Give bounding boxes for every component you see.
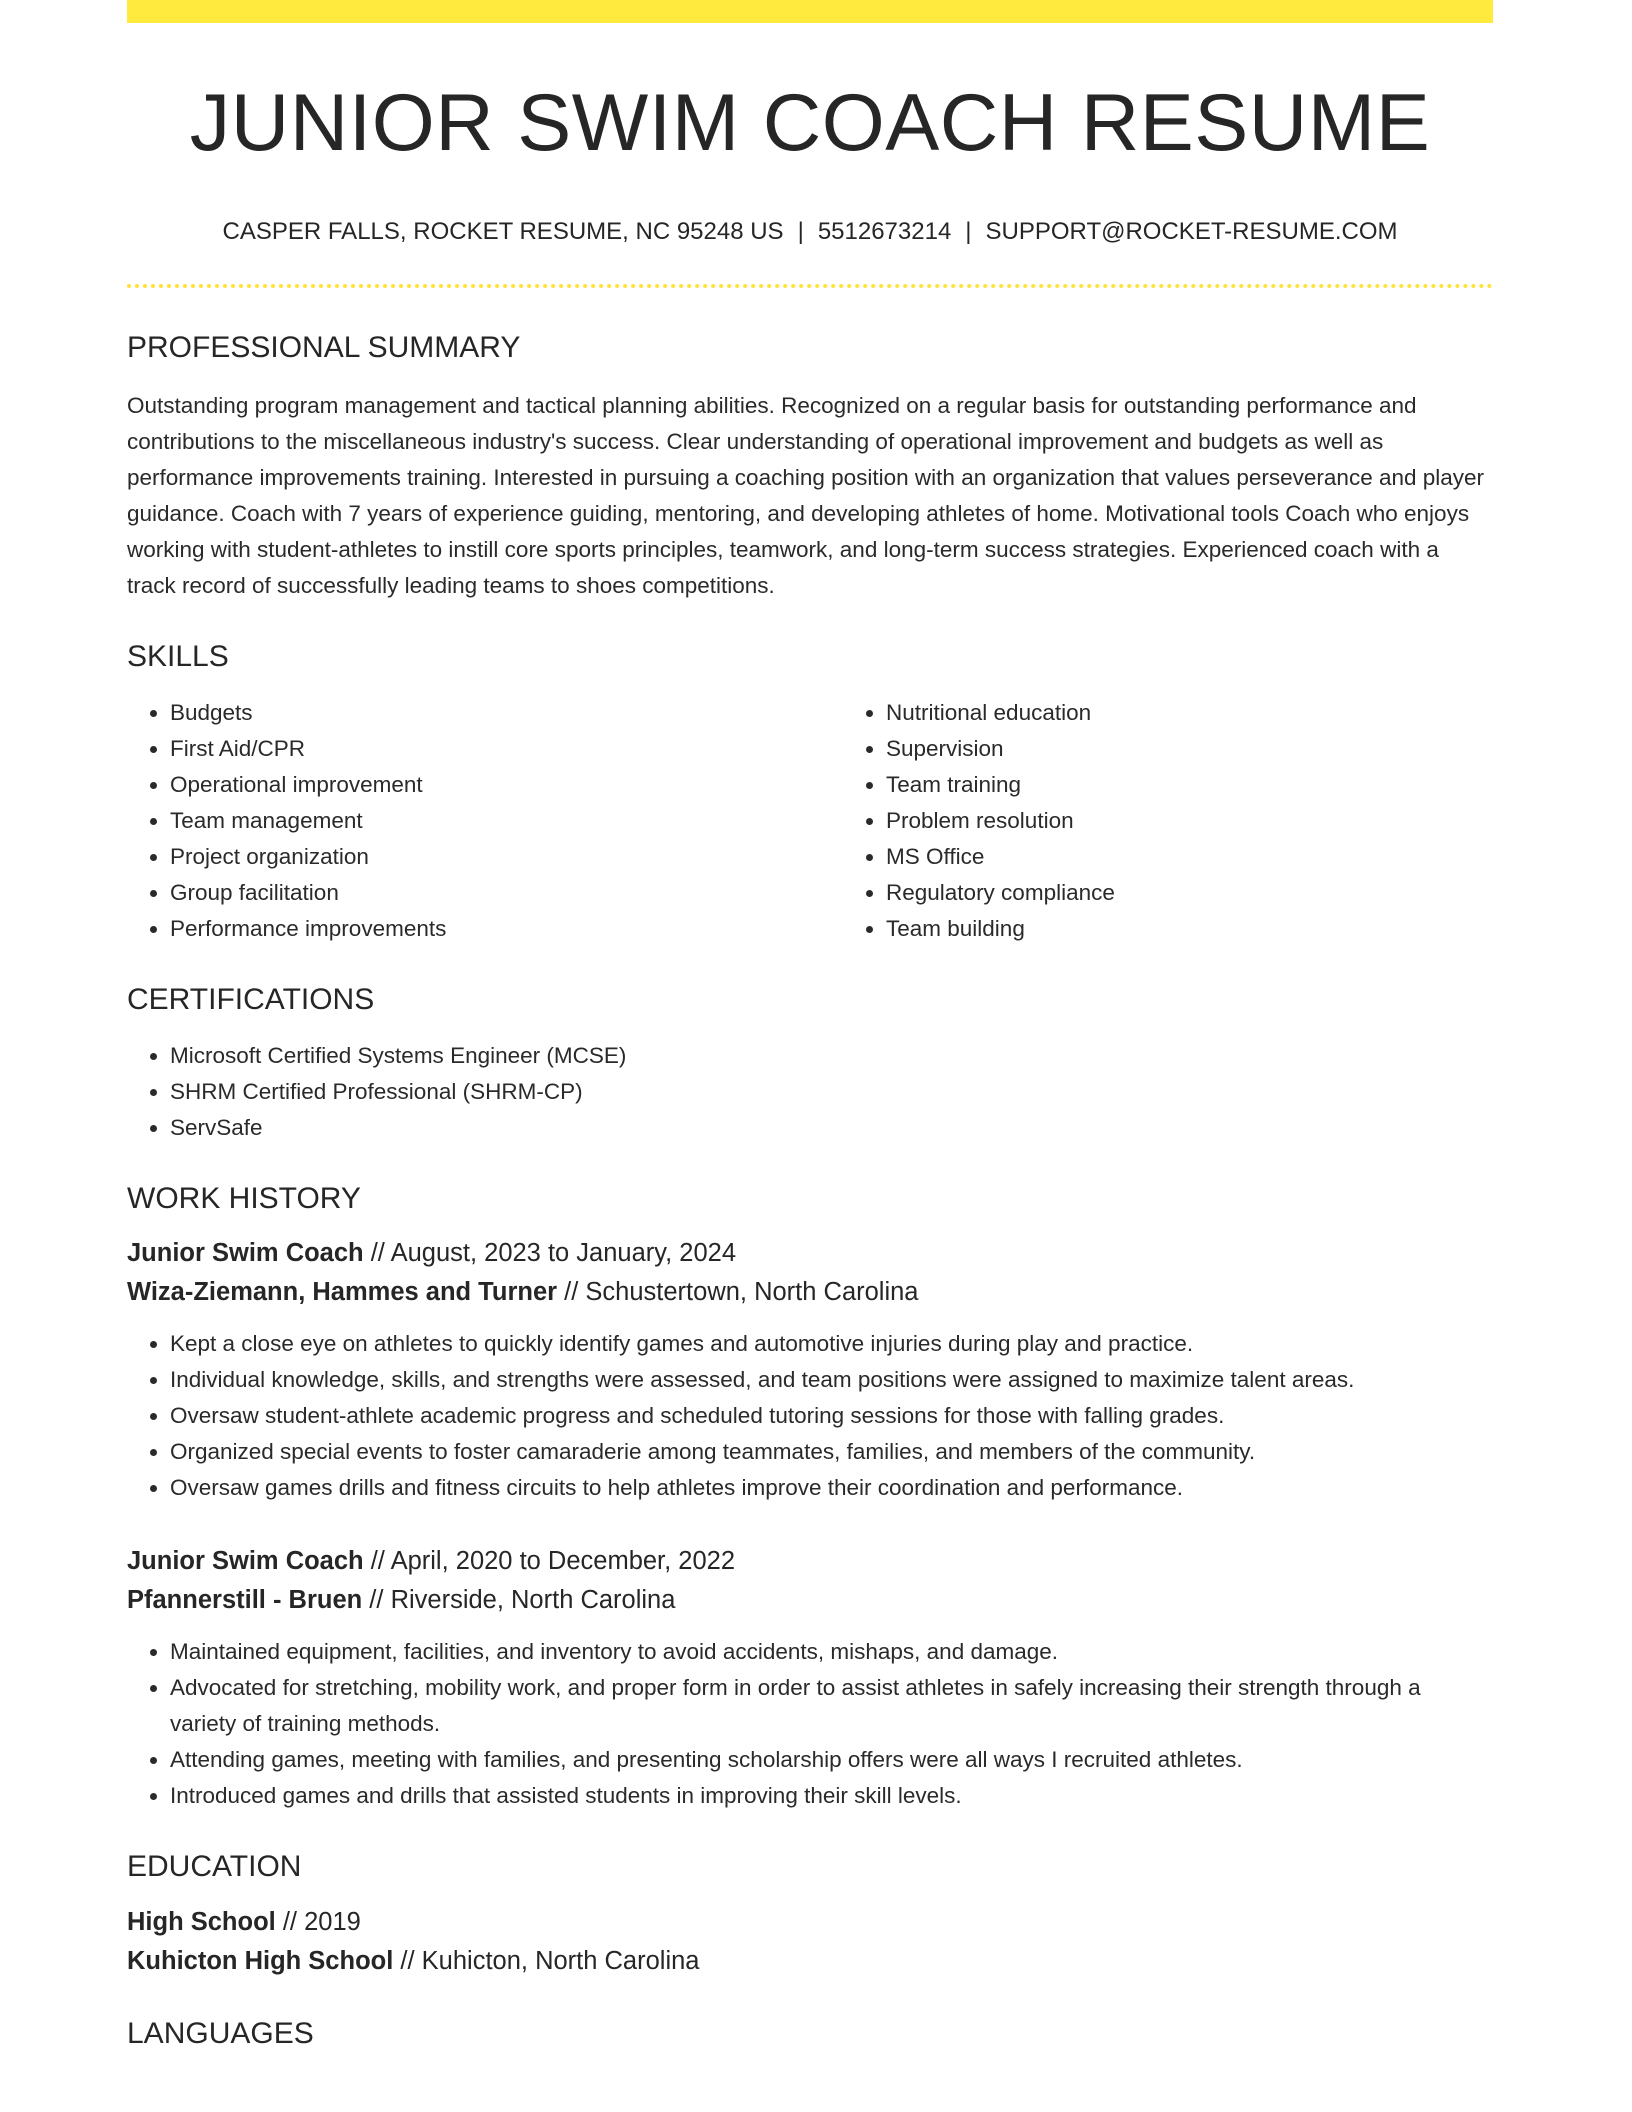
education-year: 2019 [304,1908,361,1936]
languages-heading: LANGUAGES [127,2017,314,2050]
summary-text: Outstanding program management and tactical planning abilities. Recognized on a regular basis for outstanding performance and contributions to the miscellaneous industry's success. Clear understanding of operational improvement and budgets as well as performance improvements training. Interested in pursuing a coaching position with an organization that values perseverance and player guidance. Coach with 7 years of experience guiding, mentoring, and developing athletes of home. Motivational tools Coach who enjoys working with student-athletes to instill core sports principles, teamwork, and long-term success strategies. Experienced coach with a track record of successfully leading teams to shoes competitions. [127,393,1485,598]
job-dates: April, 2020 to December, 2022 [390,1547,736,1575]
job-duty: • Introduced games and drills that assisted students in improving their skill levels. [170,1778,1493,1814]
job-company-line [127,1581,1493,1620]
skill-item: • Problem resolution [886,803,1493,839]
job-divider: // [370,1239,385,1267]
resume-page [127,0,1493,2049]
skill-item: • First Aid/CPR [170,731,843,767]
skill-item: • Team training [886,767,1493,803]
job-entry [127,1542,1493,1814]
education-heading: EDUCATION [127,1850,302,1883]
job-duty: • Organized special events to foster camaraderie among teammates, families, and members of the community. [170,1434,1493,1470]
job-company: Wiza-Ziemann, Hammes and Turner [127,1278,558,1306]
contact-email: SUPPORT@ROCKET-RESUME.COM [985,218,1398,245]
job-duties-list [127,1326,1493,1506]
contact-line [127,220,1493,244]
skill-item: • Group facilitation [170,875,843,911]
education-divider: // [400,1947,415,1975]
contact-separator: | [965,218,972,245]
job-dates: August, 2023 to January, 2024 [390,1239,737,1267]
job-location: Riverside, North Carolina [390,1586,676,1614]
skills-grid [127,695,1493,947]
contact-phone: 5512673214 [817,218,952,245]
certifications-list [127,1038,1493,1146]
job-duty: • Oversaw student-athlete academic progress and scheduled tutoring sessions for those with falling grades. [170,1398,1493,1434]
job-duty: • Attending games, meeting with families, and presenting scholarship offers were all ways I recruited athletes. [170,1742,1493,1778]
work-history-heading: WORK HISTORY [127,1182,361,1215]
job-role-line [127,1542,1493,1581]
contact-separator: | [797,218,804,245]
education-entry [127,1903,1493,1981]
skills-right-list [843,695,1493,947]
skill-item: • Performance improvements [170,911,843,947]
dotted-divider [127,284,1493,288]
education-school: Kuhicton High School [127,1947,394,1975]
skill-item: • Regulatory compliance [886,875,1493,911]
skill-item: • Supervision [886,731,1493,767]
skill-item: • Budgets [170,695,843,731]
education-school-line [127,1942,1493,1981]
skill-item: • Project organization [170,839,843,875]
job-duty: • Maintained equipment, facilities, and inventory to avoid accidents, mishaps, and damage. [170,1634,1493,1670]
job-divider: // [564,1278,579,1306]
job-duty: • Individual knowledge, skills, and strengths were assessed, and team positions were assigned to maximize talent areas. [170,1362,1493,1398]
education-divider: // [282,1908,298,1936]
job-role: Junior Swim Coach [127,1547,364,1575]
top-accent-bar [127,0,1493,23]
job-duties-list [127,1634,1493,1814]
job-role-line [127,1234,1493,1273]
job-duty: • Oversaw games drills and fitness circuits to help athletes improve their coordination and performance. [170,1470,1493,1506]
education-degree: High School [127,1908,276,1936]
summary-heading: PROFESSIONAL SUMMARY [127,331,521,364]
skill-item: • Team building [886,911,1493,947]
education-location: Kuhicton, North Carolina [421,1947,700,1975]
job-entry [127,1234,1493,1506]
job-divider: // [369,1586,384,1614]
skills-heading: SKILLS [127,640,229,673]
certifications-heading: CERTIFICATIONS [127,983,375,1016]
resume-title: JUNIOR SWIM COACH RESUME [189,78,1431,168]
job-company: Pfannerstill - Bruen [127,1586,363,1614]
skills-left-list [127,695,843,947]
job-divider: // [370,1547,385,1575]
contact-address: CASPER FALLS, ROCKET RESUME, NC 95248 US [222,218,784,245]
certification-item: • Microsoft Certified Systems Engineer (MCSE) [170,1038,1493,1074]
job-company-line [127,1273,1493,1312]
education-degree-line [127,1903,1493,1942]
job-location: Schustertown, North Carolina [585,1278,919,1306]
skill-item: • MS Office [886,839,1493,875]
skill-item: • Operational improvement [170,767,843,803]
job-duty: • Kept a close eye on athletes to quickly identify games and automotive injuries during play and practice. [170,1326,1493,1362]
skill-item: • Nutritional education [886,695,1493,731]
job-role: Junior Swim Coach [127,1239,364,1267]
certification-item: • ServSafe [170,1110,1493,1146]
job-duty: • Advocated for stretching, mobility work, and proper form in order to assist athletes in safely increasing their strength through a variety of training methods. [170,1670,1493,1742]
skill-item: • Team management [170,803,843,839]
certification-item: • SHRM Certified Professional (SHRM-CP) [170,1074,1493,1110]
